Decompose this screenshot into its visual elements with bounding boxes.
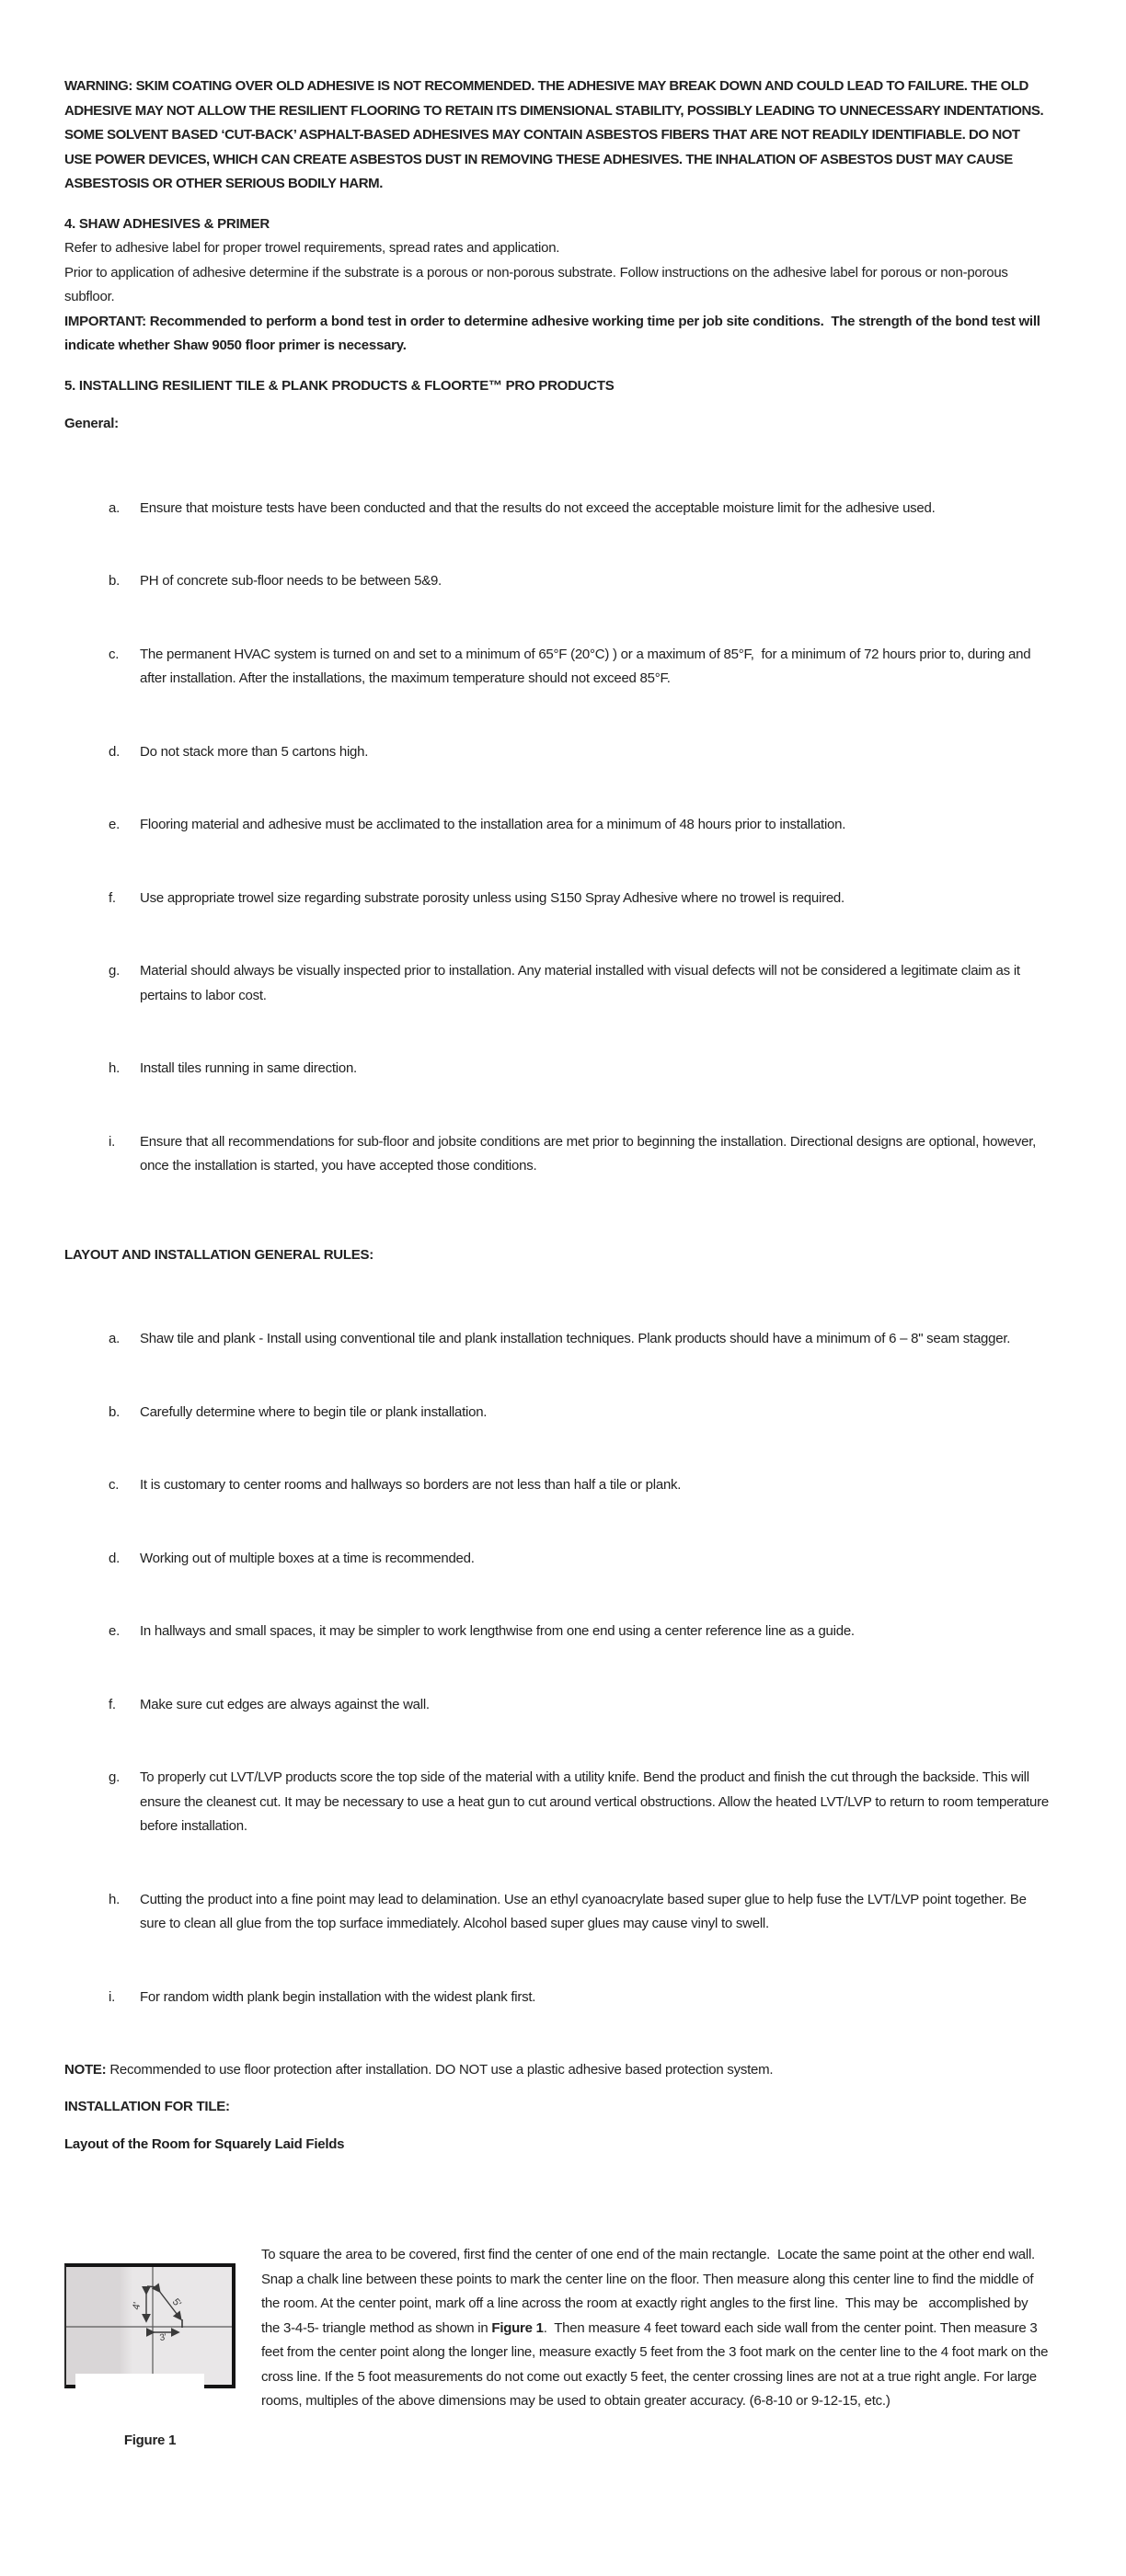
- list-item: [64, 1401, 1049, 1425]
- general-list: [64, 448, 1049, 1228]
- list-item-letter: a.: [109, 1331, 121, 1346]
- list-item-text: Flooring material and adhesive must be acclimated to the installation area for a minimum of 48 hours prior to installation.: [140, 817, 846, 832]
- section4-heading: 4. SHAW ADHESIVES & PRIMER: [64, 215, 270, 232]
- list-item-text: Cutting the product into a fine point may lead to delamination. Use an ethyl cyanoacrylate based super glue to help fuse the LVT/LVP point together. Be sure to clean all glue from the top surface immediately. Alcohol based super glues may cause vinyl to swell.: [140, 1891, 1030, 1931]
- figure-1: [64, 2215, 236, 2502]
- list-item-letter: i.: [109, 1988, 115, 2005]
- warning-paragraph: WARNING: SKIM COATING OVER OLD ADHESIVE IS NOT RECOMMENDED. THE ADHESIVE MAY BREAK DOWN AND COULD LEAD TO FAILURE. THE OLD ADHESIVE MAY NOT ALLOW THE RESILIENT FLOORING TO RETAIN ITS DIMENSIONAL STABILITY, POSSIBLY LEADING TO UNNECESSARY INDENTATIONS. SOME SOLVENT BASED ‘CUT-BACK’ ASPHALT-BASED ADHESIVES MAY CONTAIN ASBESTOS FIBERS THAT ARE NOT READILY IDENTIFIABLE. DO NOT USE POWER DEVICES, WHICH CAN CREATE ASBESTOS DUST IN REMOVING THESE ADHESIVES. THE INHALATION OF ASBESTOS DUST MAY CAUSE ASBESTOSIS OR OTHER SERIOUS BODILY HARM.: [64, 78, 1047, 191]
- figure-label-5ft: 5': [169, 2296, 183, 2309]
- figure-label-3ft: 3': [158, 2332, 167, 2343]
- list-item-letter: c.: [109, 646, 120, 662]
- squaring-text-after: . Then measure 4 feet toward each side wall from the center point. Then measure 3 feet from the center point along the longer line, measure exactly 5 feet from the 3 foot mark on the center line to the 4 foot mark on the cross line. If the 5 foot measurements do not come out exactly 5 feet, the center crossing lines are not at a true right angle. For large rooms, multiples of the above dimensions may be used to obtain greater accuracy. (6-8-10 or 9-12-15, etc.): [261, 2319, 1052, 2409]
- layout-rules-heading: LAYOUT AND INSTALLATION GENERAL RULES:: [64, 1246, 374, 1263]
- note-paragraph: [64, 2058, 1049, 2083]
- list-item-text: Working out of multiple boxes at a time is recommended.: [140, 1550, 475, 1566]
- list-item: [64, 1327, 1049, 1352]
- list-item-letter: h.: [109, 1060, 121, 1076]
- list-item-text: Ensure that moisture tests have been conducted and that the results do not exceed the acceptable moisture limit for the adhesive used.: [140, 499, 936, 516]
- list-item-text: Use appropriate trowel size regarding substrate porosity unless using S150 Spray Adhesive where no trowel is required.: [140, 889, 844, 906]
- list-item-letter: i.: [109, 1133, 115, 1150]
- list-item-text: Carefully determine where to begin tile or plank installation.: [140, 1403, 488, 1420]
- layout-rules-list: [64, 1278, 1052, 2058]
- list-item-text: In hallways and small spaces, it may be simpler to work lengthwise from one end using a center reference line as a guide.: [140, 1623, 855, 1639]
- list-item-letter: d.: [109, 743, 121, 760]
- list-item: [64, 1766, 1052, 1839]
- list-item: [64, 1620, 1049, 1644]
- list-item-letter: f.: [109, 889, 116, 906]
- note-text: Recommended to use floor protection after installation. DO NOT use a plastic adhesive based protection system.: [106, 2062, 774, 2078]
- list-item: [64, 1130, 1049, 1179]
- list-item-letter: h.: [109, 1891, 121, 1907]
- list-item-letter: g.: [109, 963, 121, 979]
- figure-1-caption: Figure 1: [123, 2433, 177, 2448]
- list-item-text: Material should always be visually inspected prior to installation. Any material installed with visual defects will not be considered a legitimate claim as it pertains to labor cost.: [140, 963, 1024, 1003]
- list-item-text: Shaw tile and plank - Install using conventional tile and plank installation techniques. Plank products should have a minimum of 6 – 8" seam stagger.: [140, 1331, 1011, 1346]
- note-label: NOTE:: [64, 2062, 107, 2078]
- list-item-text: To properly cut LVT/LVP products score the top side of the material with a utility knife. Bend the product and finish the cut through the backside. This will ensure the cleanest cut. It may be necessary to use a heat gun to cut around vertical obstructions. Allow the heated LVT/LVP to return to room temperature before installation.: [140, 1769, 1052, 1834]
- list-item: [64, 497, 1049, 521]
- list-item: [64, 569, 1049, 594]
- general-subheading: General:: [64, 416, 119, 431]
- figure-1-reference: Figure 1: [491, 2319, 544, 2336]
- figure-1-image: [64, 2263, 236, 2388]
- list-item-letter: g.: [109, 1769, 121, 1785]
- list-item: [64, 740, 1049, 765]
- list-item: [64, 1986, 1049, 2010]
- tile-install-heading: INSTALLATION FOR TILE:: [64, 2098, 230, 2114]
- squaring-text-before: To square the area to be covered, first find the center of one end of the main rectangle. Locate the same point at the other end wall. Snap a chalk line between these points to mark the center line on the floor. Then measure along this center line to find the middle of the room. At the center point, mark off a line across the room at exactly right angles to the first line. This may be accomplished by the 3-4-5- triangle method as shown in: [261, 2247, 1039, 2336]
- list-item-letter: e.: [109, 1623, 121, 1639]
- section4-important-paragraph: IMPORTANT: Recommended to perform a bond test in order to determine adhesive working time per job site conditions. The strength of the bond test will indicate whether Shaw 9050 floor primer is necessary.: [64, 313, 1044, 353]
- triangle-345-diagram: [66, 2267, 232, 2385]
- list-item-letter: c.: [109, 1477, 120, 1493]
- list-item: [64, 959, 1049, 1008]
- list-item: [64, 1057, 1049, 1082]
- list-item: [64, 813, 1049, 838]
- list-item-text: PH of concrete sub-floor needs to be between 5&9.: [140, 573, 442, 589]
- figure-label-4ft: 4': [131, 2301, 144, 2311]
- list-item-letter: b.: [109, 1403, 121, 1420]
- list-item-letter: a.: [109, 499, 121, 516]
- list-item-letter: d.: [109, 1550, 121, 1566]
- list-item-letter: f.: [109, 1696, 116, 1712]
- list-item: [64, 1473, 1049, 1498]
- list-item: [64, 1888, 1049, 1937]
- list-item: [64, 643, 1049, 692]
- figure-white-notch: [75, 2374, 204, 2389]
- list-item-text: For random width plank begin installation with the widest plank first.: [140, 1988, 536, 2005]
- list-item-text: The permanent HVAC system is turned on and set to a minimum of 65°F (20°C) ) or a maximum of 85°F, for a minimum of 72 hours prior to, during and after installation. After the installations, the maximum temperature should not exceed 85°F.: [140, 646, 1035, 686]
- list-item-text: Make sure cut edges are always against the wall.: [140, 1696, 430, 1712]
- list-item-letter: e.: [109, 817, 121, 832]
- list-item-text: Do not stack more than 5 cartons high.: [140, 743, 369, 760]
- section4-paragraph-2: Prior to application of adhesive determine if the substrate is a porous or non-porous substrate. Follow instructions on the adhesive label for porous or non-porous subfloor.: [64, 264, 1012, 304]
- list-item-text: Ensure that all recommendations for sub-floor and jobsite conditions are met prior to beginning the installation. Directional designs are optional, however, once the installation is started, you have accepted those conditions.: [140, 1133, 1040, 1174]
- section4-paragraph-1: Refer to adhesive label for proper trowel requirements, spread rates and application.: [64, 240, 560, 256]
- list-item: [64, 1693, 1049, 1718]
- figure-section: [64, 2170, 1052, 2576]
- list-item: [64, 1547, 1049, 1572]
- list-item-text: It is customary to center rooms and hallways so borders are not less than half a tile or plank.: [140, 1477, 682, 1493]
- tile-layout-subheading: Layout of the Room for Squarely Laid Fields: [64, 2136, 345, 2152]
- list-item-letter: b.: [109, 573, 121, 589]
- section5-heading: 5. INSTALLING RESILIENT TILE & PLANK PRODUCTS & FLOORTE™ PRO PRODUCTS: [64, 377, 615, 394]
- list-item: [64, 887, 1049, 911]
- list-item-text: Install tiles running in same direction.: [140, 1060, 357, 1076]
